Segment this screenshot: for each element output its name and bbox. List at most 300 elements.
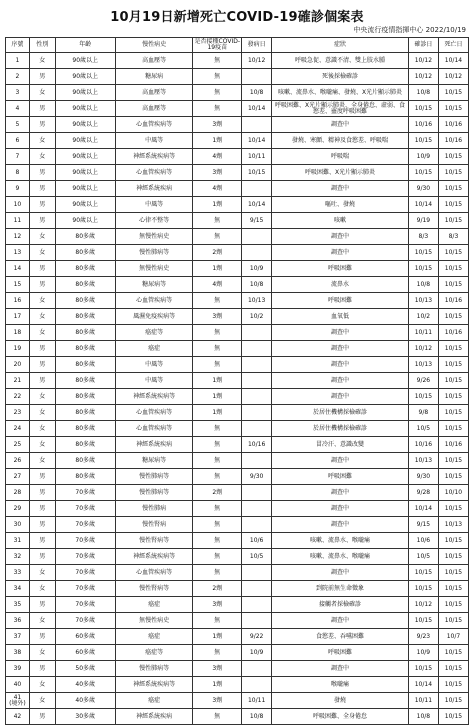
cell-chronic: 癌症 bbox=[115, 597, 193, 613]
cell-sex: 男 bbox=[29, 629, 55, 645]
cell-vaccine: 無 bbox=[193, 549, 242, 565]
cell-sex: 女 bbox=[29, 565, 55, 581]
cell-death: 8/3 bbox=[438, 229, 468, 245]
cell-death: 10/15 bbox=[438, 677, 468, 693]
cell-confirmed: 10/15 bbox=[408, 389, 438, 405]
cell-age: 90歲以上 bbox=[55, 165, 115, 181]
cell-vaccine: 無 bbox=[193, 469, 242, 485]
cell-vaccine: 無 bbox=[193, 341, 242, 357]
cell-confirmed: 10/6 bbox=[408, 533, 438, 549]
table-row bbox=[6, 133, 469, 149]
cell-sex: 男 bbox=[29, 533, 55, 549]
cell-chronic: 癌症 bbox=[115, 693, 193, 709]
cell-confirmed: 10/14 bbox=[408, 501, 438, 517]
cell-symptoms: 呼吸急促、意識不清、雙上肢水腫 bbox=[272, 53, 409, 69]
cell-sex: 女 bbox=[29, 693, 55, 709]
cell-age: 80多歲 bbox=[55, 469, 115, 485]
table-row bbox=[6, 69, 469, 85]
table-row bbox=[6, 629, 469, 645]
cell-symptoms: 發燒 bbox=[272, 693, 409, 709]
cell-symptoms: 冒冷汗、意識改變 bbox=[272, 437, 409, 453]
cell-vaccine: 無 bbox=[193, 501, 242, 517]
cell-confirmed: 10/14 bbox=[408, 677, 438, 693]
cell-chronic: 神經系統疾病等 bbox=[115, 549, 193, 565]
cell-age: 80多歲 bbox=[55, 293, 115, 309]
cell-symptoms: 調查中 bbox=[272, 485, 409, 501]
header-confirmed: 確診日 bbox=[408, 38, 438, 53]
cell-chronic: 中風等 bbox=[115, 373, 193, 389]
cell-vaccine: 4劑 bbox=[193, 181, 242, 197]
cell-sex: 男 bbox=[29, 661, 55, 677]
header-age: 年齡 bbox=[55, 38, 115, 53]
cell-chronic: 慢性腎病等 bbox=[115, 533, 193, 549]
cell-onset: 9/22 bbox=[242, 629, 272, 645]
cell-chronic: 神經系統疾病 bbox=[115, 437, 193, 453]
cell-symptoms: 呼吸喘 bbox=[272, 149, 409, 165]
cell-onset: 10/15 bbox=[242, 165, 272, 181]
cell-death: 10/16 bbox=[438, 437, 468, 453]
cell-death: 10/14 bbox=[438, 53, 468, 69]
cell-vaccine: 1劑 bbox=[193, 197, 242, 213]
cell-sex: 男 bbox=[29, 357, 55, 373]
cell-sex: 男 bbox=[29, 485, 55, 501]
cell-sex: 男 bbox=[29, 501, 55, 517]
cell-death: 10/15 bbox=[438, 373, 468, 389]
cell-symptoms: 調查中 bbox=[272, 181, 409, 197]
table-row bbox=[6, 85, 469, 101]
cell-sex: 男 bbox=[29, 101, 55, 117]
page-title: 10月19日新增死亡COVID-19確診個案表 bbox=[110, 10, 364, 25]
table-row bbox=[6, 421, 469, 437]
cell-no: 7 bbox=[6, 149, 30, 165]
cell-age: 70多歲 bbox=[55, 501, 115, 517]
cell-symptoms: 調查中 bbox=[272, 325, 409, 341]
cell-age: 30多歲 bbox=[55, 709, 115, 725]
table-row bbox=[6, 325, 469, 341]
cell-age: 70多歲 bbox=[55, 597, 115, 613]
cell-symptoms: 到院前無生命徵象 bbox=[272, 581, 409, 597]
cell-symptoms: 呼吸困難 bbox=[272, 645, 409, 661]
cell-onset bbox=[242, 341, 272, 357]
cell-death: 10/15 bbox=[438, 645, 468, 661]
cell-sex: 女 bbox=[29, 245, 55, 261]
cell-vaccine: 無 bbox=[193, 85, 242, 101]
cell-chronic: 無慢性病史 bbox=[115, 613, 193, 629]
header-chronic: 慢性病史 bbox=[115, 38, 193, 53]
cell-death: 10/15 bbox=[438, 245, 468, 261]
cell-onset: 10/8 bbox=[242, 277, 272, 293]
header-death: 死亡日 bbox=[438, 38, 468, 53]
cell-no: 26 bbox=[6, 453, 30, 469]
cell-no: 38 bbox=[6, 645, 30, 661]
cell-vaccine: 無 bbox=[193, 645, 242, 661]
cell-vaccine: 無 bbox=[193, 533, 242, 549]
cell-confirmed: 8/3 bbox=[408, 229, 438, 245]
cell-vaccine: 無 bbox=[193, 613, 242, 629]
cell-chronic: 慢性肺病等 bbox=[115, 469, 193, 485]
cell-chronic: 中風等 bbox=[115, 197, 193, 213]
cell-sex: 男 bbox=[29, 277, 55, 293]
cell-vaccine: 1劑 bbox=[193, 261, 242, 277]
header-vaccine: 是否接種COVID-19疫苗 bbox=[194, 38, 240, 51]
cell-sex: 男 bbox=[29, 341, 55, 357]
cell-vaccine: 3劑 bbox=[193, 309, 242, 325]
cell-confirmed: 10/5 bbox=[408, 421, 438, 437]
cell-sex: 男 bbox=[29, 165, 55, 181]
cell-onset bbox=[242, 661, 272, 677]
cell-symptoms: 呼吸困難 bbox=[272, 469, 409, 485]
cell-sex: 女 bbox=[29, 405, 55, 421]
table-row bbox=[6, 117, 469, 133]
cell-age: 80多歲 bbox=[55, 357, 115, 373]
cell-symptoms: 呼吸困難、X光片顯示肺炎、全身倦怠、虛弱、食慾差、靈度呼吸困難 bbox=[272, 101, 409, 117]
cell-no: 1 bbox=[6, 53, 30, 69]
cell-vaccine: 1劑 bbox=[193, 405, 242, 421]
cell-confirmed: 9/28 bbox=[408, 485, 438, 501]
cell-vaccine: 無 bbox=[193, 437, 242, 453]
cell-death: 10/10 bbox=[438, 485, 468, 501]
cell-age: 80多歲 bbox=[55, 309, 115, 325]
cell-age: 90歲以上 bbox=[55, 53, 115, 69]
cell-onset: 10/14 bbox=[242, 133, 272, 149]
cell-age: 90歲以上 bbox=[55, 101, 115, 117]
cell-onset bbox=[242, 69, 272, 85]
cell-chronic: 心血管疾病等 bbox=[115, 421, 193, 437]
cell-chronic: 風濕免疫疾病等 bbox=[115, 309, 193, 325]
cell-confirmed: 10/11 bbox=[408, 693, 438, 709]
cell-death: 10/15 bbox=[438, 389, 468, 405]
cell-confirmed: 10/12 bbox=[408, 341, 438, 357]
cell-onset bbox=[242, 613, 272, 629]
cell-onset: 10/8 bbox=[242, 709, 272, 725]
header-symptoms: 症狀 bbox=[272, 38, 409, 53]
table-row bbox=[6, 245, 469, 261]
cell-vaccine: 2劑 bbox=[193, 245, 242, 261]
cell-onset: 10/16 bbox=[242, 437, 272, 453]
cell-chronic: 高血壓等 bbox=[115, 53, 193, 69]
cell-age: 70多歲 bbox=[55, 549, 115, 565]
cell-death: 10/15 bbox=[438, 613, 468, 629]
cell-onset: 10/6 bbox=[242, 533, 272, 549]
cell-symptoms: 呼吸困難、全身倦怠 bbox=[272, 709, 409, 725]
cell-confirmed: 10/15 bbox=[408, 245, 438, 261]
table-row bbox=[6, 149, 469, 165]
cell-age: 70多歲 bbox=[55, 565, 115, 581]
cell-chronic: 慢性肺病等 bbox=[115, 245, 193, 261]
table-row bbox=[6, 645, 469, 661]
cell-age: 40多歲 bbox=[55, 677, 115, 693]
cell-vaccine: 4劑 bbox=[193, 149, 242, 165]
cell-death: 10/15 bbox=[438, 453, 468, 469]
table-row bbox=[6, 101, 469, 117]
table-row bbox=[6, 53, 469, 69]
table-row bbox=[6, 165, 469, 181]
cell-age: 90歲以上 bbox=[55, 133, 115, 149]
cell-no: 11 bbox=[6, 213, 30, 229]
cell-death: 10/13 bbox=[438, 517, 468, 533]
cell-onset: 10/13 bbox=[242, 293, 272, 309]
cell-chronic: 神經系統疾病等 bbox=[115, 677, 193, 693]
cell-death: 10/15 bbox=[438, 309, 468, 325]
cell-age: 80多歲 bbox=[55, 389, 115, 405]
cell-death: 10/12 bbox=[438, 69, 468, 85]
cell-confirmed: 10/13 bbox=[408, 357, 438, 373]
cell-sex: 女 bbox=[29, 85, 55, 101]
cell-onset bbox=[242, 517, 272, 533]
cell-age: 90歲以上 bbox=[55, 181, 115, 197]
cell-age: 90歲以上 bbox=[55, 149, 115, 165]
cell-sex: 女 bbox=[29, 421, 55, 437]
cell-symptoms: 死後採檢確診 bbox=[272, 69, 409, 85]
cell-confirmed: 10/15 bbox=[408, 261, 438, 277]
table-row bbox=[6, 453, 469, 469]
cell-onset bbox=[242, 229, 272, 245]
cell-vaccine: 無 bbox=[193, 453, 242, 469]
cell-confirmed: 10/12 bbox=[408, 69, 438, 85]
source-date: 中央流行疫情指揮中心 2022/10/19 bbox=[353, 26, 466, 34]
cell-no: 16 bbox=[6, 293, 30, 309]
cell-onset: 10/11 bbox=[242, 149, 272, 165]
cell-vaccine: 無 bbox=[193, 421, 242, 437]
table-row bbox=[6, 229, 469, 245]
cell-confirmed: 10/13 bbox=[408, 453, 438, 469]
cell-no: 33 bbox=[6, 565, 30, 581]
cell-onset bbox=[242, 373, 272, 389]
header-onset: 發病日 bbox=[242, 38, 272, 53]
cell-age: 90歲以上 bbox=[55, 197, 115, 213]
cell-no: 6 bbox=[6, 133, 30, 149]
cell-symptoms: 調查中 bbox=[272, 661, 409, 677]
cell-sex: 女 bbox=[29, 645, 55, 661]
cell-sex: 女 bbox=[29, 437, 55, 453]
cell-confirmed: 9/30 bbox=[408, 181, 438, 197]
cell-symptoms: 調查中 bbox=[272, 389, 409, 405]
table-row bbox=[6, 373, 469, 389]
cell-onset: 10/11 bbox=[242, 693, 272, 709]
cell-death: 10/15 bbox=[438, 213, 468, 229]
cell-death: 10/7 bbox=[438, 629, 468, 645]
cell-chronic: 慢性肺病 bbox=[115, 501, 193, 517]
cell-confirmed: 10/9 bbox=[408, 645, 438, 661]
cell-vaccine: 2劑 bbox=[193, 485, 242, 501]
table-row bbox=[6, 501, 469, 517]
table-row bbox=[6, 405, 469, 421]
cell-age: 70多歲 bbox=[55, 533, 115, 549]
cell-chronic: 慢性腎病 bbox=[115, 517, 193, 533]
cell-vaccine: 無 bbox=[193, 53, 242, 69]
cell-vaccine: 2劑 bbox=[193, 581, 242, 597]
cell-symptoms: 調查中 bbox=[272, 565, 409, 581]
cell-chronic: 神經系統疾病 bbox=[115, 709, 193, 725]
cell-onset: 10/9 bbox=[242, 645, 272, 661]
cell-age: 60多歲 bbox=[55, 645, 115, 661]
cell-symptoms: 於居住機構採檢確診 bbox=[272, 405, 409, 421]
cell-age: 70多歲 bbox=[55, 581, 115, 597]
cell-symptoms: 調查中 bbox=[272, 117, 409, 133]
cell-age: 80多歲 bbox=[55, 261, 115, 277]
cell-death: 10/15 bbox=[438, 501, 468, 517]
cell-symptoms: 調查中 bbox=[272, 245, 409, 261]
cell-no: 15 bbox=[6, 277, 30, 293]
cell-chronic: 神經系統疾病等 bbox=[115, 149, 193, 165]
table-row bbox=[6, 437, 469, 453]
cell-age: 80多歲 bbox=[55, 277, 115, 293]
cell-sex: 女 bbox=[29, 613, 55, 629]
table-row bbox=[6, 469, 469, 485]
cell-death: 10/16 bbox=[438, 293, 468, 309]
cell-death: 10/15 bbox=[438, 101, 468, 117]
cell-age: 80多歲 bbox=[55, 421, 115, 437]
cell-confirmed: 10/14 bbox=[408, 197, 438, 213]
cell-chronic: 癌症等 bbox=[115, 325, 193, 341]
cell-sex: 女 bbox=[29, 325, 55, 341]
cell-symptoms: 喉嚨痛 bbox=[272, 677, 409, 693]
cell-death: 10/15 bbox=[438, 565, 468, 581]
cell-symptoms: 咳嗽、流鼻水、喉嚨痛 bbox=[272, 549, 409, 565]
cell-confirmed: 9/19 bbox=[408, 213, 438, 229]
cell-no: 32 bbox=[6, 549, 30, 565]
cell-onset bbox=[242, 389, 272, 405]
cell-confirmed: 10/11 bbox=[408, 325, 438, 341]
cell-no: 21 bbox=[6, 373, 30, 389]
cell-chronic: 癌症等 bbox=[115, 645, 193, 661]
cell-age: 80多歲 bbox=[55, 453, 115, 469]
cell-vaccine: 無 bbox=[193, 69, 242, 85]
cell-chronic: 糖尿病等 bbox=[115, 453, 193, 469]
cell-death: 10/15 bbox=[438, 149, 468, 165]
cell-confirmed: 10/15 bbox=[408, 661, 438, 677]
cell-symptoms: 調查中 bbox=[272, 229, 409, 245]
cell-age: 80多歲 bbox=[55, 373, 115, 389]
cell-onset: 10/9 bbox=[242, 261, 272, 277]
cell-death: 10/15 bbox=[438, 549, 468, 565]
cell-no: 42 bbox=[6, 709, 30, 725]
cell-onset: 10/8 bbox=[242, 85, 272, 101]
cell-chronic: 神經系統疾病等 bbox=[115, 389, 193, 405]
cell-no: 4 bbox=[6, 101, 30, 117]
cell-onset: 10/14 bbox=[242, 197, 272, 213]
cell-sex: 男 bbox=[29, 69, 55, 85]
cell-confirmed: 10/8 bbox=[408, 709, 438, 725]
cell-death: 10/15 bbox=[438, 341, 468, 357]
cell-confirmed: 10/8 bbox=[408, 277, 438, 293]
table-row bbox=[6, 213, 469, 229]
cell-age: 80多歲 bbox=[55, 437, 115, 453]
cell-no: 5 bbox=[6, 117, 30, 133]
cell-symptoms: 調查中 bbox=[272, 341, 409, 357]
cell-symptoms: 咳嗽、流鼻水、喉嚨痛、發燒、X光片顯示肺炎 bbox=[272, 85, 409, 101]
table-row bbox=[6, 533, 469, 549]
cell-sex: 男 bbox=[29, 709, 55, 725]
cell-no: 28 bbox=[6, 485, 30, 501]
cell-death: 10/15 bbox=[438, 469, 468, 485]
cell-symptoms: 接觸者採檢確診 bbox=[272, 597, 409, 613]
cell-vaccine: 4劑 bbox=[193, 277, 242, 293]
cell-onset bbox=[242, 501, 272, 517]
cell-confirmed: 10/15 bbox=[408, 101, 438, 117]
table-row bbox=[6, 341, 469, 357]
cell-age: 90歲以上 bbox=[55, 85, 115, 101]
table-row bbox=[6, 277, 469, 293]
cell-confirmed: 10/15 bbox=[408, 133, 438, 149]
cell-confirmed: 9/26 bbox=[408, 373, 438, 389]
cell-symptoms: 呼吸困難、X光片顯示肺炎 bbox=[272, 165, 409, 181]
table-row bbox=[6, 597, 469, 613]
cell-no: 3 bbox=[6, 85, 30, 101]
cell-onset: 10/12 bbox=[242, 53, 272, 69]
cell-confirmed: 10/12 bbox=[408, 597, 438, 613]
cell-no: 35 bbox=[6, 597, 30, 613]
cell-death: 10/15 bbox=[438, 277, 468, 293]
cell-chronic: 高血壓等 bbox=[115, 85, 193, 101]
cell-onset bbox=[242, 245, 272, 261]
cell-sex: 男 bbox=[29, 117, 55, 133]
cell-symptoms: 食慾差、吞嚥困難 bbox=[272, 629, 409, 645]
cell-sex: 男 bbox=[29, 597, 55, 613]
cell-symptoms: 調查中 bbox=[272, 613, 409, 629]
cell-age: 70多歲 bbox=[55, 485, 115, 501]
cell-age: 80多歲 bbox=[55, 405, 115, 421]
cell-age: 70多歲 bbox=[55, 613, 115, 629]
cell-vaccine: 1劑 bbox=[193, 373, 242, 389]
cell-symptoms: 嘔吐、發燒 bbox=[272, 197, 409, 213]
cell-sex: 男 bbox=[29, 469, 55, 485]
header-no: 序號 bbox=[6, 38, 30, 53]
cell-confirmed: 10/15 bbox=[408, 165, 438, 181]
cell-no: 20 bbox=[6, 357, 30, 373]
table-row bbox=[6, 309, 469, 325]
cell-confirmed: 10/15 bbox=[408, 613, 438, 629]
cell-onset: 9/30 bbox=[242, 469, 272, 485]
cell-chronic: 心血管疾病等 bbox=[115, 117, 193, 133]
cell-onset bbox=[242, 677, 272, 693]
cell-no: 22 bbox=[6, 389, 30, 405]
cell-age: 80多歲 bbox=[55, 341, 115, 357]
cell-chronic: 慢性肺病等 bbox=[115, 661, 193, 677]
cell-no: 17 bbox=[6, 309, 30, 325]
table-row bbox=[6, 261, 469, 277]
cell-onset bbox=[242, 117, 272, 133]
cell-onset bbox=[242, 325, 272, 341]
cell-symptoms: 發燒、寒顫、精神及食慾差、呼吸喘 bbox=[272, 133, 409, 149]
cell-onset: 10/2 bbox=[242, 309, 272, 325]
cell-chronic: 心血管疾病等 bbox=[115, 293, 193, 309]
cell-death: 10/15 bbox=[438, 357, 468, 373]
cell-vaccine: 1劑 bbox=[193, 389, 242, 405]
cell-symptoms: 調查中 bbox=[272, 453, 409, 469]
cell-vaccine: 無 bbox=[193, 229, 242, 245]
cell-symptoms: 於居住機構採檢確診 bbox=[272, 421, 409, 437]
cell-onset bbox=[242, 405, 272, 421]
cell-no: 13 bbox=[6, 245, 30, 261]
cell-vaccine: 無 bbox=[193, 213, 242, 229]
cell-sex: 女 bbox=[29, 581, 55, 597]
table-row bbox=[6, 517, 469, 533]
cell-death: 10/15 bbox=[438, 165, 468, 181]
header-sex: 性別 bbox=[29, 38, 55, 53]
cell-death: 10/15 bbox=[438, 709, 468, 725]
table-row bbox=[6, 565, 469, 581]
cell-onset bbox=[242, 597, 272, 613]
cell-confirmed: 10/12 bbox=[408, 53, 438, 69]
cell-vaccine: 3劑 bbox=[193, 165, 242, 181]
cell-no: 39 bbox=[6, 661, 30, 677]
table-row bbox=[6, 485, 469, 501]
cell-sex: 男 bbox=[29, 517, 55, 533]
cell-no: 41 (境外) bbox=[6, 693, 30, 709]
cell-symptoms: 流鼻水 bbox=[272, 277, 409, 293]
cell-no: 18 bbox=[6, 325, 30, 341]
